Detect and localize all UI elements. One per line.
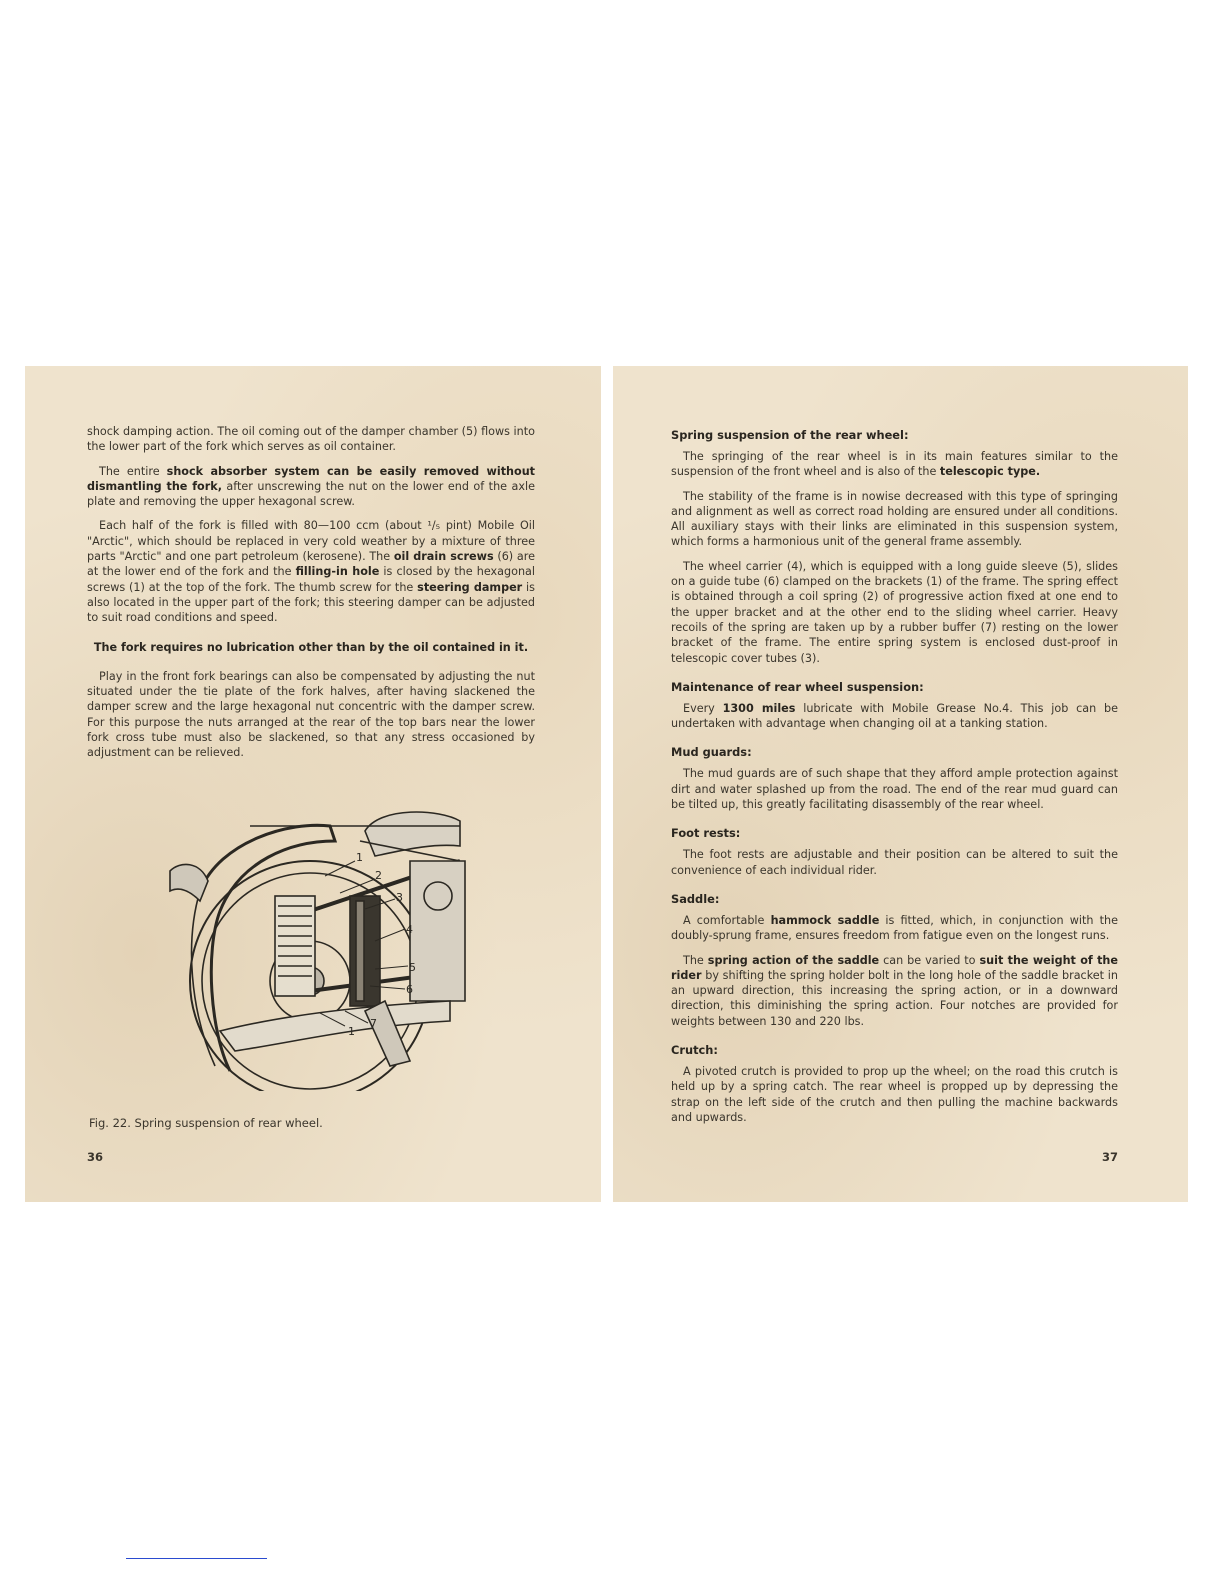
left-paragraph-2: The entire shock absorber system can be easily removed without dismantling the fork, after unscrewing the nut on the lower end of the axle plate and removing the upper hexagonal screw. xyxy=(87,464,536,509)
left-page xyxy=(25,366,601,1202)
heading-saddle: Saddle: xyxy=(671,891,720,906)
heading-crutch: Crutch: xyxy=(671,1043,718,1058)
figure-label-7: 7 xyxy=(370,1017,377,1030)
rear-suspension-illustration xyxy=(160,801,470,1091)
right-paragraph-9: A pivoted crutch is provided to prop up the wheel; on the road this crutch is held up by a spring catch. The rear wheel is propped up by depressing the strap on the left side of the crutch and then pulling the machine backwards and upwards. xyxy=(671,1065,1118,1124)
heading-mud-guards: Mud guards: xyxy=(671,745,752,760)
figure-label-1-bottom: 1 xyxy=(348,1025,355,1038)
left-paragraph-3: Each half of the fork is filled with 80—100 ccm (about ¹/₅ pint) Mobile Oil "Arctic", which should be replaced in very cold weather by a mixture of three parts "Arctic" and one part petroleum (kerosene). The oil drain screws (6) are at the lower end of the fork and the filling-in hole is closed by the hexagonal screws (1) at the top of the fork. The thumb screw for the steering damper is also located in the upper part of the fork; this steering damper can be adjusted to suit road conditions and speed. xyxy=(87,519,535,625)
footer-link-underline xyxy=(126,1558,267,1559)
left-paragraph-5: Play in the front fork bearings can also be compensated by adjusting the nut situated under the tie plate of the fork halves, after having slackened the damper screw and the large hexagonal nut concentric with the damper screw. For this purpose the nuts arranged at the rear of the top bars near the lower fork cross tube must also be slackened, so that any stress occasioned by adjustment can be relieved. xyxy=(87,669,535,760)
right-paragraph-8: The spring action of the saddle can be varied to suit the weight of the rider by shifting the spring holder bolt in the long hole of the saddle bracket in an upward direction, this increasing the spring action, or in a downward direction, this diminishing the spring action. Four notches are provided for weights between 130 and 220 lbs. xyxy=(671,953,1118,1028)
figure-label-1-top: 1 xyxy=(356,851,363,864)
page-number-right: 37 xyxy=(1101,1150,1118,1164)
right-paragraph-1: The springing of the rear wheel is in its main features similar to the suspension of the front wheel and is also of the telescopic type. xyxy=(671,450,1118,479)
figure-label-6: 6 xyxy=(406,983,413,996)
figure-label-2: 2 xyxy=(375,869,382,882)
left-paragraph-1: shock damping action. The oil coming out of the damper chamber (5) flows into the lower part of the fork which serves as oil container. xyxy=(87,425,535,454)
right-paragraph-4: Every 1300 miles lubricate with Mobile Grease No.4. This job can be undertaken with advantage when changing oil at a tanking station. xyxy=(671,701,1118,731)
page-number-left: 36 xyxy=(87,1150,104,1164)
figure-label-4: 4 xyxy=(406,923,413,936)
heading-spring-suspension: Spring suspension of the rear wheel: xyxy=(671,428,909,442)
figure-label-5: 5 xyxy=(409,961,416,974)
heading-maintenance: Maintenance of rear wheel suspension: xyxy=(671,679,924,694)
heading-foot-rests: Foot rests: xyxy=(671,826,741,841)
figure-label-3: 3 xyxy=(396,891,403,904)
right-paragraph-2: The stability of the frame is in nowise decreased with this type of springing and alignment as well as correct road holding are ensured under all conditions. All auxiliary stays with their links are eliminated in this suspension system, which forms a harmonious unit of the general frame assembly. xyxy=(671,489,1118,549)
right-paragraph-3: The wheel carrier (4), which is equipped with a long guide sleeve (5), slides on a guide tube (6) clamped on the brackets (1) of the frame. The spring effect is obtained through a coil spring (2) of progressive action fixed at one end to the upper bracket and at the other end to the sliding wheel carrier. Heavy recoils of the spring are taken up by a rubber buffer (7) resting on the lower bracket of the frame. The entire spring system is enclosed dust-proof in telescopic cover tubes (3). xyxy=(671,559,1118,665)
right-paragraph-5: The mud guards are of such shape that they afford ample protection against dirt and water splashed up from the road. The end of the rear mud guard can be tilted up, this greatly facilitating disassembly of the rear wheel. xyxy=(671,767,1118,812)
right-paragraph-7: A comfortable hammock saddle is fitted, which, in conjunction with the doubly-sprung frame, ensures freedom from fatigue even on the longest runs. xyxy=(671,913,1118,943)
right-paragraph-6: The foot rests are adjustable and their position can be altered to suit the convenience of each individual rider. xyxy=(671,848,1118,877)
right-page xyxy=(613,366,1188,1202)
figure-caption: Fig. 22. Spring suspension of rear wheel. xyxy=(89,1116,323,1130)
left-bold-note: The fork requires no lubrication other than by the oil contained in it. xyxy=(93,640,529,654)
